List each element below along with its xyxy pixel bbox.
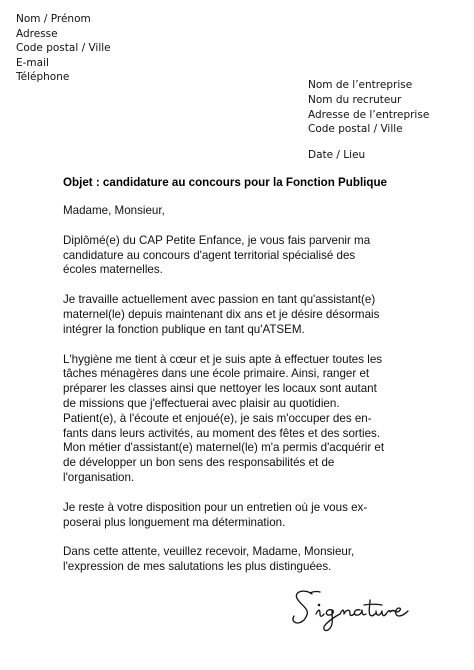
paragraph-line: fants dans leurs activités, au moment des fêtes et des sorties. [63,426,381,440]
paragraph-line: maternel(le) depuis maintenant dix ans et je désire désormais [63,307,380,321]
paragraph-line: préparer les classes ainsi que nettoyer les locaux sont autant [63,382,377,396]
paragraph-line: intégrer la fonction publique en tant qu'ATSEM. [63,322,305,336]
recipient-recruiter: Nom du recruteur [308,93,402,106]
paragraph-line: candidature au concours d'agent territorial spécialisé des [63,248,356,262]
letter-body [63,204,418,590]
salutation: Madame, Monsieur, [63,204,165,217]
paragraph-line: Diplômé(e) du CAP Petite Enfance, je vous fais parvenir ma [63,233,371,247]
paragraph-line: tâches ménagères dans une école primaire. Ainsi, ranger et [63,367,370,381]
recipient-block [308,78,429,137]
paragraph-2 [63,293,418,337]
paragraph-line: Mon métier d'assistant(e) maternel(le) m'a permis d'acquérir et [63,441,385,455]
recipient-postal: Code postal / Ville [308,123,403,136]
paragraphs [63,234,418,575]
sender-postal: Code postal / Ville [16,42,111,55]
paragraph-line: Je reste à votre disposition pour un entretien où je vous ex- [63,500,368,514]
paragraph-line: L'hygiène me tient à cœur et je suis apte à effectuer toutes les [63,352,383,366]
paragraph-line: écoles maternelles. [63,263,163,277]
paragraph-line: Dans cette attente, veuillez recevoir, Madame, Monsieur, [63,545,355,559]
sender-email: E-mail [16,56,49,69]
paragraph-line: de missions que j'effectuerai avec plaisir au quotidien. [63,396,340,410]
letter-subject: Objet : candidature au concours pour la Fonction Publique [63,176,388,189]
recipient-address: Adresse de l’entreprise [308,108,430,121]
paragraph-line: de développer un bon sens des responsabilités et de [63,456,335,470]
paragraph-line: Je travaille actuellement avec passion en tant qu'assistant(e) [63,293,376,307]
paragraph-3 [63,353,418,486]
recipient-company: Nom de l’entreprise [308,79,413,91]
paragraph-line: l'organisation. [63,470,135,484]
paragraph-1 [63,234,418,278]
date-place: Date / Lieu [308,149,366,161]
sender-block [16,12,111,85]
sender-address: Adresse [16,27,58,40]
sender-name: Nom / Prénom [16,13,91,25]
paragraph-4 [63,501,418,531]
paragraph-line: poserai plus longuement ma détermination. [63,515,286,529]
paragraph-line: Patient(e), à l'écoute et enjoué(e), je sais m'occuper des en- [63,411,372,425]
sender-phone: Téléphone [16,71,70,84]
signature-image [290,584,422,632]
paragraph-line: l'expression de mes salutations les plus distinguées. [63,560,332,574]
paragraph-5 [63,545,418,575]
